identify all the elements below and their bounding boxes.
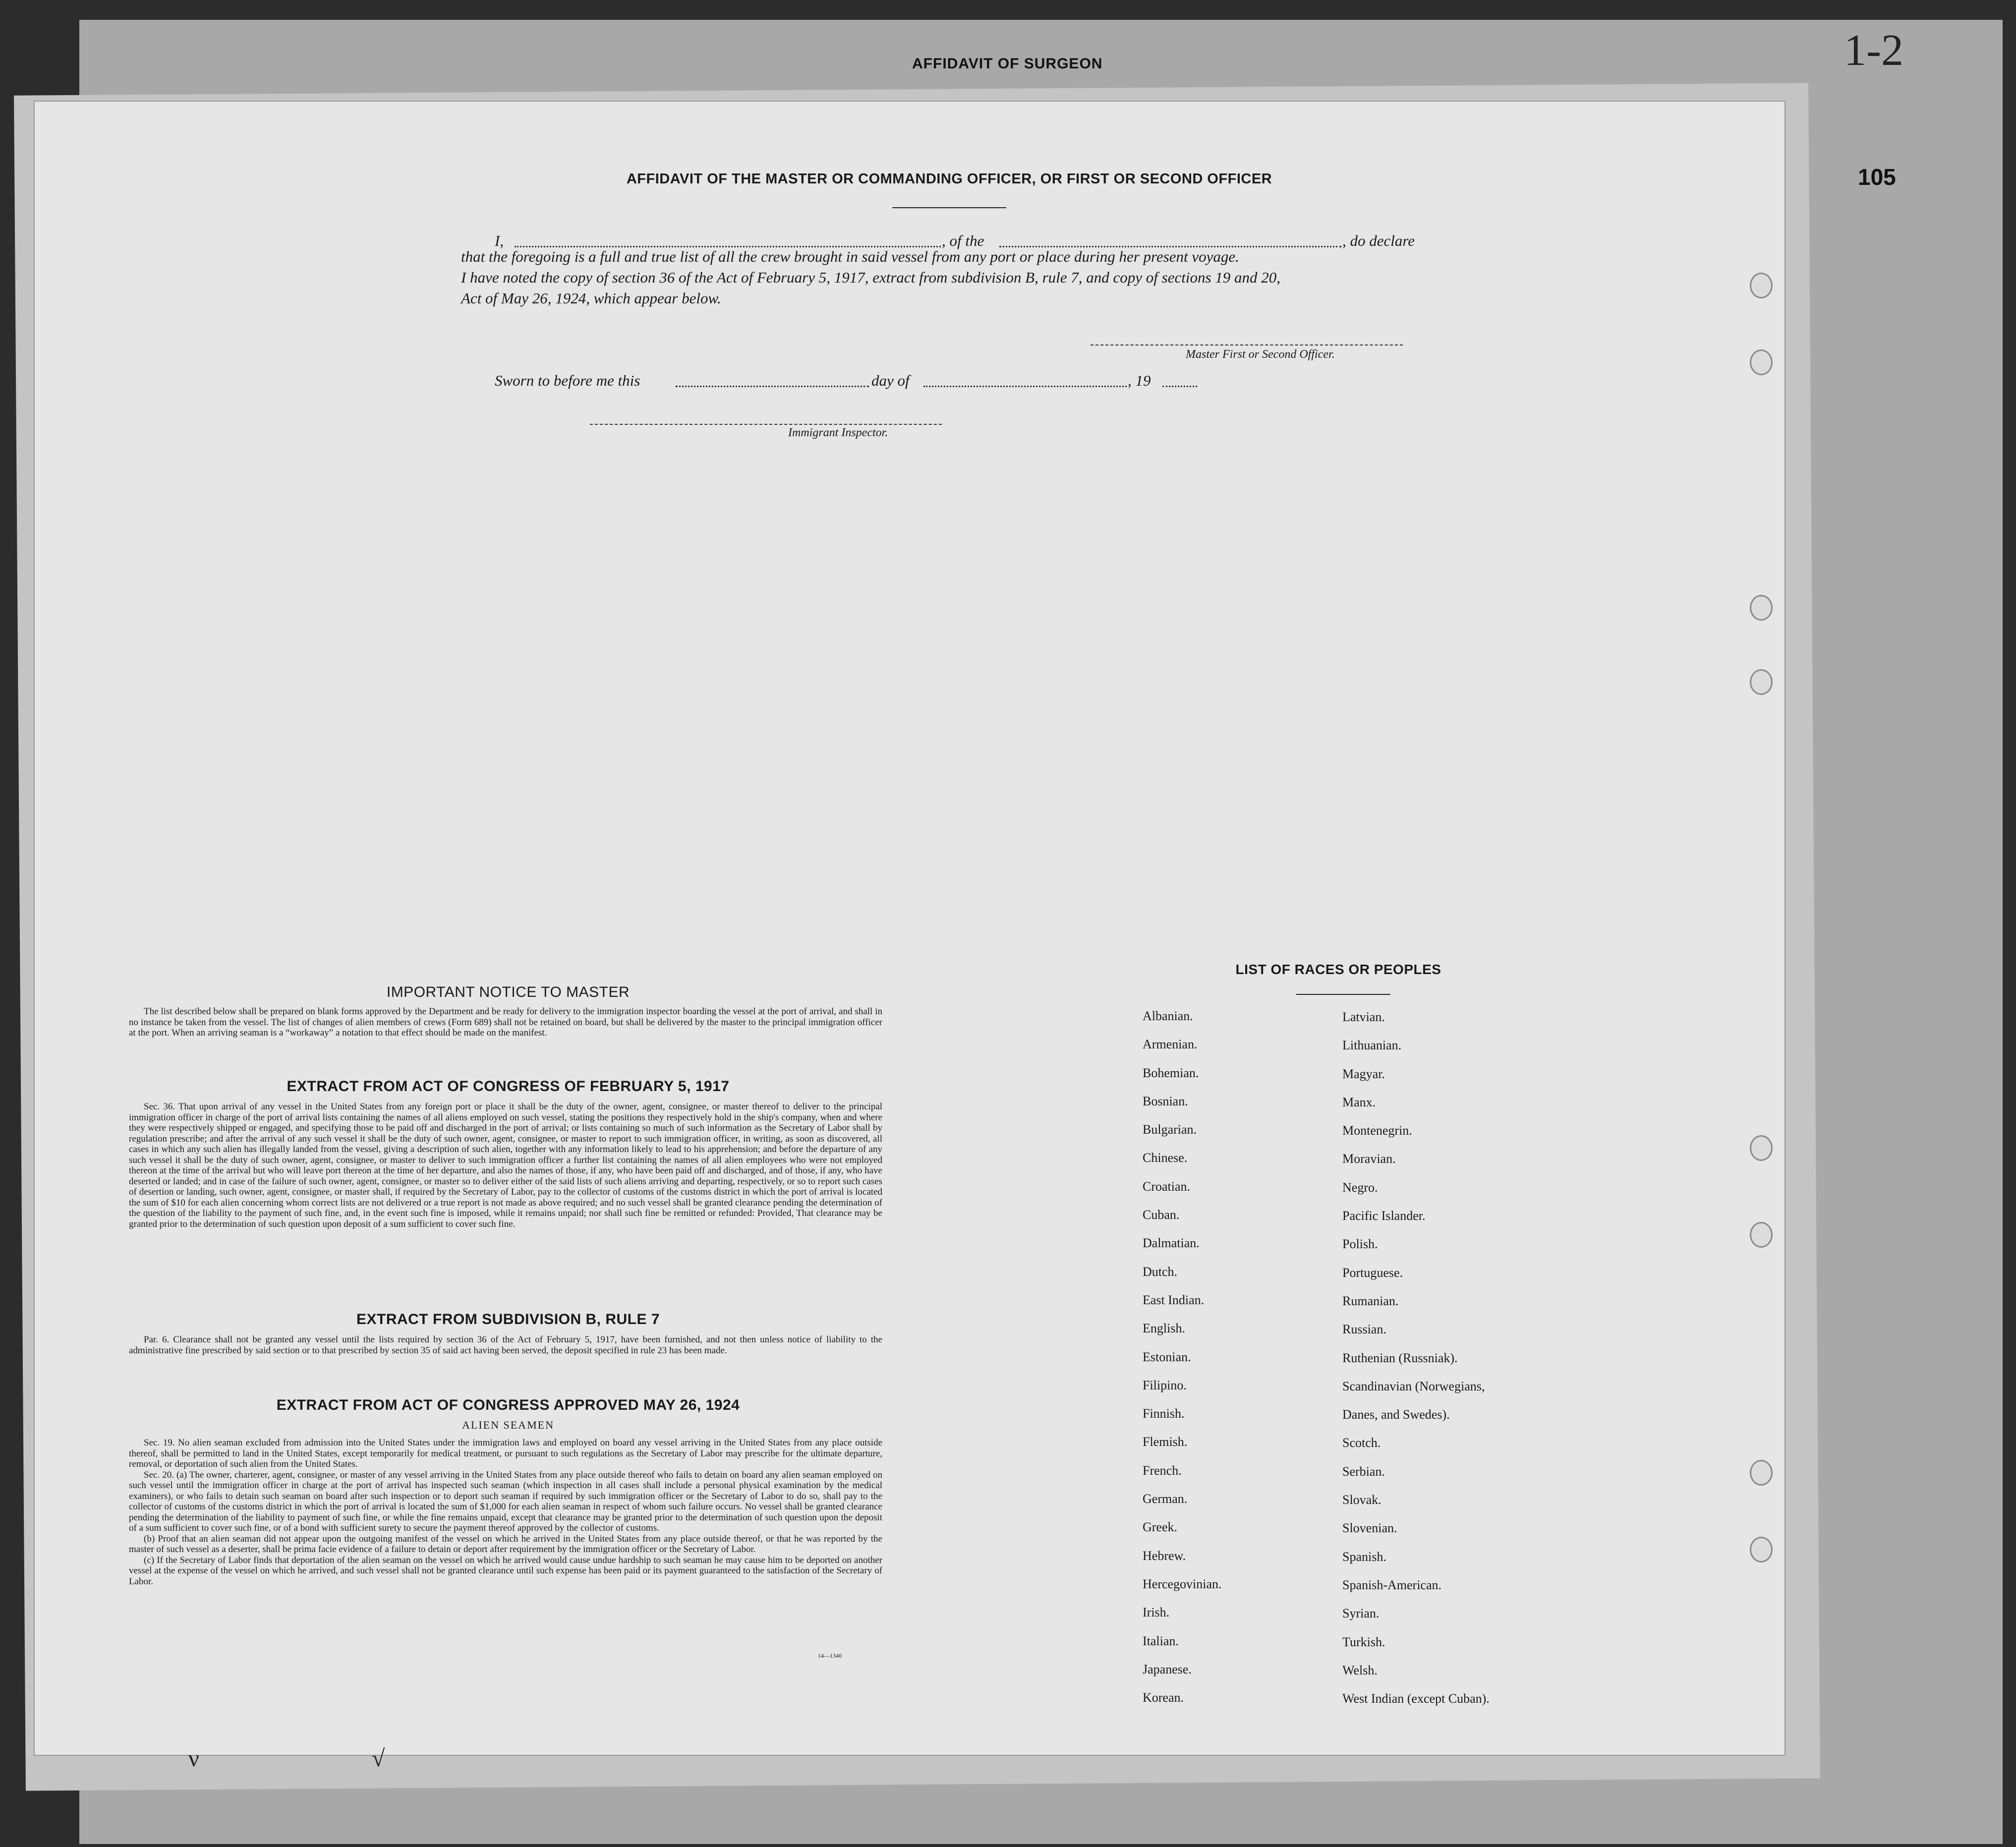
declaration-line: that the foregoing is a full and true list of all the crew brought in said vessel from any port or place during her present voyage. <box>461 248 1239 265</box>
race-entry: Moravian. <box>1342 1152 1396 1166</box>
race-entry: German. <box>1143 1492 1188 1506</box>
race-row <box>1143 1208 1638 1236</box>
punch-hole <box>1750 349 1773 375</box>
notice-paragraph: The list described below shall be prepared on blank forms approved by the Department and be ready for delivery to the immigration inspector boarding the vessel at the port of arrival, and shall in no instance be taken from the vessel. The list of changes of alien members of crews (Form 689) shall not be retained on board, but shall be delivered by the master to the principal immigration officer at the port. When an arriving seaman is a “workaway” a notation to that effect should be made on the manifest. <box>129 1006 882 1038</box>
race-row <box>1143 1066 1638 1094</box>
race-entry: Chinese. <box>1143 1151 1188 1165</box>
do-declare-label: , do declare <box>1342 232 1415 249</box>
race-row <box>1143 1122 1638 1151</box>
race-entry: Greek. <box>1143 1520 1178 1535</box>
race-row <box>1143 1009 1638 1037</box>
race-entry: Magyar. <box>1342 1066 1385 1081</box>
race-entry: Bohemian. <box>1143 1065 1199 1080</box>
extract-1917-title: EXTRACT FROM ACT OF CONGRESS OF FEBRUARY 5, 1917 <box>287 1078 730 1095</box>
race-row <box>1143 1520 1638 1548</box>
race-entry: Lithuanian. <box>1342 1038 1402 1053</box>
race-entry: Spanish. <box>1342 1549 1386 1564</box>
year-prefix: , 19 <box>1128 372 1151 389</box>
inspector-signature-caption: Immigrant Inspector. <box>788 426 888 439</box>
race-row <box>1143 1037 1638 1065</box>
race-entry: Rumanian. <box>1342 1293 1399 1308</box>
section-19-paragraph: Sec. 19. No alien seaman excluded from admission into the United States under the immigration laws and employed on board any vessel arriving in the United States from any place outside thereof, shall be permitted to land in the United States, except temporarily for medical treatment, or pursuant to such regulations as the Secretary of Labor may prescribe for the ultimate departure, removal, or deportation of such alien from the United States. <box>129 1438 882 1469</box>
race-row <box>1143 1549 1638 1577</box>
race-entry: Bulgarian. <box>1143 1122 1197 1137</box>
race-entry: East Indian. <box>1143 1292 1205 1307</box>
punch-hole <box>1750 1460 1773 1486</box>
race-entry: Hebrew. <box>1143 1548 1186 1563</box>
inspector-signature-line <box>590 424 942 425</box>
punch-hole <box>1750 1537 1773 1562</box>
race-row <box>1143 1293 1638 1321</box>
race-entry: Welsh. <box>1342 1663 1378 1677</box>
punch-hole <box>1750 595 1773 621</box>
race-entry: Spanish-American. <box>1342 1577 1442 1592</box>
back-sheet-label: AFFIDAVIT OF SURGEON <box>912 56 1103 72</box>
race-entry: Slovak. <box>1342 1493 1382 1507</box>
race-entry: Armenian. <box>1143 1037 1198 1052</box>
race-entry: Hercegovinian. <box>1143 1576 1222 1591</box>
race-entry: Albanian. <box>1143 1009 1193 1023</box>
races-list-title: LIST OF RACES OR PEOPLES <box>1235 962 1441 977</box>
race-entry: Syrian. <box>1342 1606 1380 1621</box>
page-number: 105 <box>1858 164 1896 190</box>
notice-text <box>129 1006 882 1039</box>
notice-title: IMPORTANT NOTICE TO MASTER <box>386 984 630 1000</box>
race-entry: Latvian. <box>1342 1010 1385 1024</box>
race-entry: French. <box>1143 1463 1182 1478</box>
declaration-line: I have noted the copy of section 36 of the Act of February 5, 1917, extract from subdivision B, rule 7, and copy of sections 19 and 20, <box>461 269 1281 286</box>
declaration-line: Act of May 26, 1924, which appear below. <box>461 289 721 307</box>
declaration-text <box>461 246 1428 309</box>
race-row <box>1143 1435 1638 1463</box>
race-row <box>1143 1179 1638 1208</box>
day-of-label: day of <box>871 372 910 389</box>
master-signature-caption: Master First or Second Officer. <box>1186 348 1335 361</box>
sworn-prefix: Sworn to before me this <box>495 372 640 389</box>
title-rule <box>892 207 1006 208</box>
race-row <box>1143 1577 1638 1605</box>
race-row <box>1143 1378 1638 1406</box>
race-entry: Estonian. <box>1143 1349 1191 1364</box>
race-entry: Dalmatian. <box>1143 1236 1200 1251</box>
race-entry: Irish. <box>1143 1605 1170 1620</box>
race-entry: Russian. <box>1342 1322 1386 1337</box>
punch-hole <box>1750 273 1773 298</box>
handwritten-mark: ν <box>188 1745 199 1772</box>
race-entry: Bosnian. <box>1143 1094 1188 1108</box>
race-entry: Croatian. <box>1143 1179 1191 1194</box>
alien-seamen-subtitle: ALIEN SEAMEN <box>462 1419 554 1431</box>
section-20a-paragraph: Sec. 20. (a) The owner, charterer, agent, consignee, or master of any vessel arriving in the United States from any place outside thereof who fails to detain on board any alien seaman employed on such vessel until the immigration officer in charge at the port of arrival has inspected such seaman (which inspection in all cases shall include a personal physical examination by the medical examiners), or who fails to detain such seaman on board after such inspection or to deport such seaman if required by such immigration officer or the Secretary of Labor to do so, shall pay to the collector of customs of the customs district in which the port of arrival is located the sum of $1,000 for each alien seaman in respect of whom such failure occurs. No vessel shall be granted clearance pending the determination of the liability to payment of such fine, or while the fine remains unpaid, except that clearance may be granted prior to the determination of such question upon the deposit of a sum sufficient to cover such fine, or of a bond with sufficient surety to secure the payment thereof approved by the collector of customs. <box>129 1469 882 1533</box>
race-entry: Japanese. <box>1143 1662 1192 1676</box>
race-row <box>1143 1634 1638 1662</box>
race-entry: Filipino. <box>1143 1378 1187 1392</box>
race-entry: Scotch. <box>1342 1436 1381 1450</box>
race-row <box>1143 1662 1638 1690</box>
race-entry: Pacific Islander. <box>1342 1209 1426 1223</box>
race-row <box>1143 1321 1638 1349</box>
race-entry: Korean. <box>1143 1690 1184 1705</box>
race-entry: Dutch. <box>1143 1264 1178 1279</box>
race-entry: Negro. <box>1342 1180 1378 1195</box>
sworn-day-line <box>676 386 869 387</box>
master-signature-line <box>1091 345 1403 346</box>
section-20b-paragraph: (b) Proof that an alien seaman did not appear upon the outgoing manifest of the vessel on which he arrived in the United States from any place outside thereof, or that he was reported by the master of such vessel as a deserter, shall be prima facie evidence of a failure to detain or deport after requirement by the immigration officer or the Secretary of Labor. <box>129 1533 882 1555</box>
race-entry: Flemish. <box>1143 1435 1188 1449</box>
race-row <box>1143 1605 1638 1633</box>
declarant-prefix: I, <box>495 232 504 249</box>
par-6-paragraph: Par. 6. Clearance shall not be granted any vessel until the lists required by section 36 of the Act of February 5, 1917, have been furnished, and not then unless notice of liability to the administrative fine prescribed by said section or to that prescribed by section 35 of said act having been served, the deposit specified in rule 23 has been made. <box>129 1334 882 1356</box>
race-entry: Portuguese. <box>1342 1265 1403 1280</box>
of-the-label: , of the <box>942 232 984 249</box>
affidavit-title: AFFIDAVIT OF THE MASTER OR COMMANDING OFFICER, OR FIRST OR SECOND OFFICER <box>626 171 1272 187</box>
section-36-paragraph: Sec. 36. That upon arrival of any vessel in the United States from any foreign port or place it shall be the duty of the owner, agent, consignee, or master thereof to deliver to the principal immigration officer in charge of the port of arrival lists containing the names of all aliens employed on such vessel, stating the positions they respectively hold in the ship's company, when and where they were respectively shipped or engaged, and specifying those to be paid off and discharged in the port of arrival; or lists containing so much of such information as the Secretary of Labor shall by regulation prescribe; and after the arrival of any such vessel it shall be the duty of such owner, agent, consignee, or master to report to such immigration officer, in writing, as soon as discovered, all cases in which any such alien has illegally landed from the vessel, giving a description of such alien, together with any information likely to lead to his apprehension; and before the departure of any such vessel it shall be the duty of such owner, agent, consignee, or master to deliver to such immigration officer a further list containing the names of all alien employees who were not employed thereon at the time of the arrival but who will leave port thereon at the time of her departure, and also the names of those, if any, who have been paid off and discharged, and of those, if any, who have deserted or landed; and in case of the failure of such owner, agent, consignee, or master so to deliver either of the said lists of such aliens arriving and departing, respectively, or so to report such cases of desertion or landing, such owner, agent, consignee, or master shall, if required by the Secretary of Labor, pay to the collector of customs of the customs district in which the port of arrival is located the sum of $10 for each alien concerning whom correct lists are not delivered or a true report is not made as above required; and no such vessel shall be granted clearance pending the determination of the question of the liability to the payment of such fine, and, in the event such fine is imposed, while it remains unpaid; nor shall such fine be remitted or refunded: Provided, That clearance may be granted prior to the determination of such question upon deposit of a sum sufficient to cover such fine. <box>129 1101 882 1229</box>
subdivision-title: EXTRACT FROM SUBDIVISION B, RULE 7 <box>356 1311 660 1328</box>
race-entry: Polish. <box>1342 1237 1378 1252</box>
race-entry: Finnish. <box>1143 1406 1185 1421</box>
race-row <box>1143 1463 1638 1492</box>
race-entry: Scandinavian (Norwegians, <box>1342 1379 1485 1393</box>
form-code: 14—1340 <box>818 1652 842 1659</box>
punch-hole <box>1750 669 1773 695</box>
extract-1917-text <box>129 1101 882 1229</box>
race-entry: Italian. <box>1143 1633 1179 1648</box>
races-title-rule <box>1296 994 1390 995</box>
extract-1924-title: EXTRACT FROM ACT OF CONGRESS APPROVED MAY 26, 1924 <box>276 1397 740 1413</box>
race-row <box>1143 1094 1638 1122</box>
punch-hole <box>1750 1222 1773 1248</box>
race-row <box>1143 1492 1638 1520</box>
race-entry: Danes, and Swedes). <box>1342 1407 1450 1422</box>
race-row <box>1143 1350 1638 1378</box>
race-row <box>1143 1406 1638 1435</box>
race-entry: Cuban. <box>1143 1208 1180 1222</box>
sworn-month-line <box>923 386 1127 387</box>
race-entry: Ruthenian (Russniak). <box>1342 1350 1458 1365</box>
races-list <box>1143 1009 1638 1719</box>
race-row <box>1143 1265 1638 1293</box>
race-entry: Slovenian. <box>1342 1521 1397 1536</box>
race-entry: English. <box>1143 1321 1185 1336</box>
punch-hole <box>1750 1135 1773 1161</box>
race-entry: Manx. <box>1342 1095 1376 1109</box>
sworn-year-line <box>1162 386 1197 387</box>
race-row <box>1143 1151 1638 1179</box>
race-entry: Turkish. <box>1342 1634 1385 1649</box>
extract-1924-text <box>129 1438 882 1587</box>
race-row <box>1143 1690 1638 1719</box>
race-entry: West Indian (except Cuban). <box>1342 1691 1490 1706</box>
race-row <box>1143 1236 1638 1264</box>
handwritten-mark: 1-2 <box>1844 26 1903 75</box>
race-entry: Serbian. <box>1342 1464 1385 1479</box>
race-entry: Montenegrin. <box>1342 1123 1412 1138</box>
handwritten-mark: √ <box>372 1745 385 1772</box>
section-20c-paragraph: (c) If the Secretary of Labor finds that deportation of the alien seaman on the vessel on which he arrived would cause undue hardship to such seaman he may cause him to be deported on another vessel at the expense of the vessel on which he arrived, and such vessel shall not be granted clearance until such expense has been paid or its payment guaranteed to the satisfaction of the Secretary of Labor. <box>129 1555 882 1587</box>
subdivision-text <box>129 1334 882 1356</box>
